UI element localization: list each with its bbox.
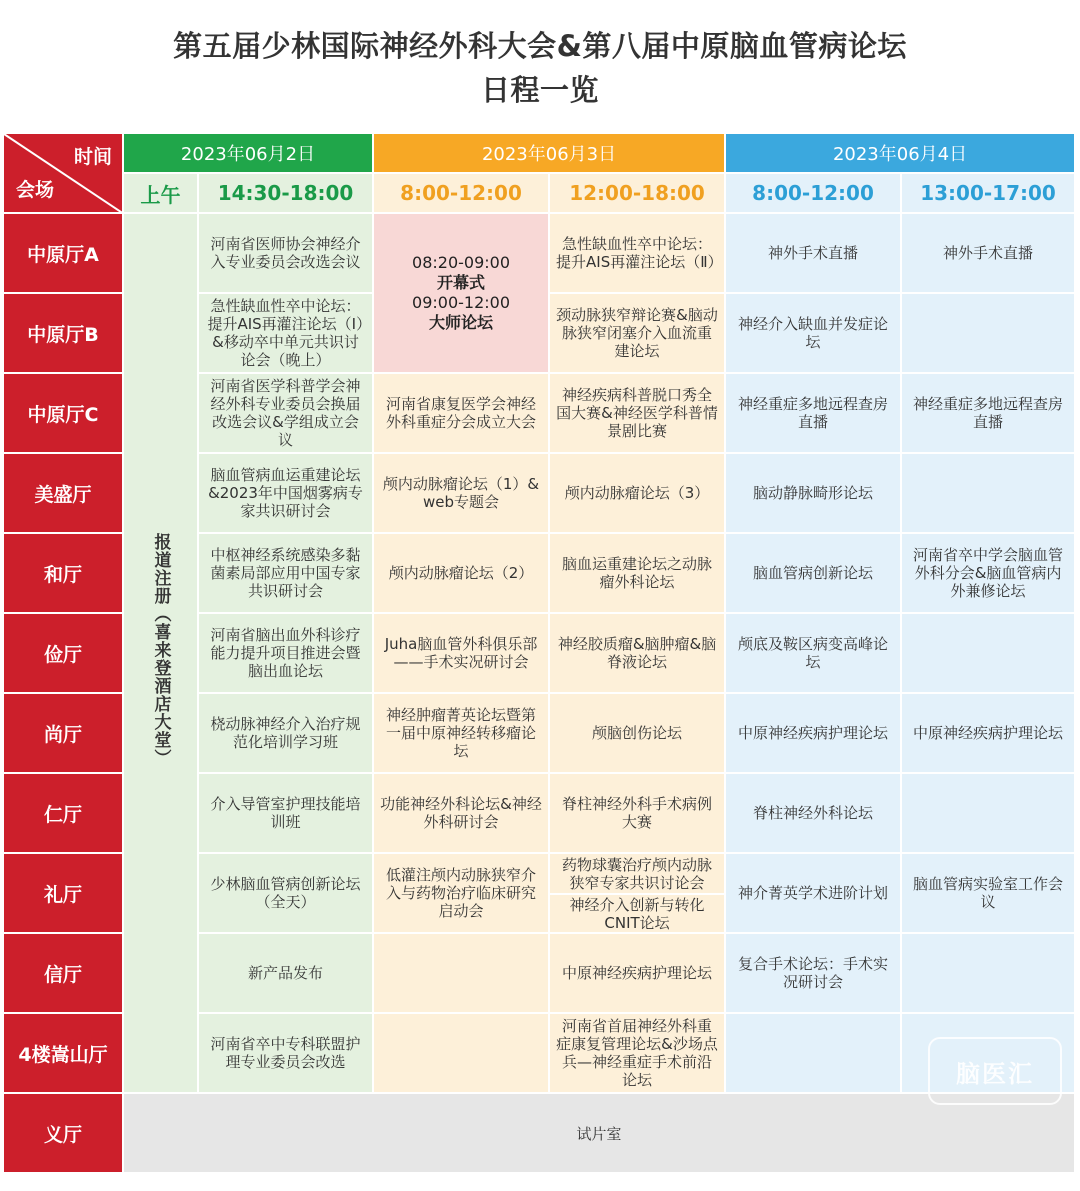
session-cell: 桡动脉神经介入治疗规范化培训学习班 [199,694,374,774]
session-cell [902,614,1076,694]
session-cell-split [550,854,726,934]
hall-name: 信厅 [4,934,124,1014]
table-row [4,1094,1076,1174]
session-cell: 脑动静脉畸形论坛 [726,454,902,534]
session-cell: 中原神经疾病护理论坛 [726,694,902,774]
session-cell: 神经介入缺血并发症论坛 [726,294,902,374]
session-cell: 脑血运重建论坛之动脉瘤外科论坛 [550,534,726,614]
opening-time-1: 08:20-09:00 [412,253,511,272]
session-cell: 河南省卒中学会脑血管外科分会&脑血管病内外兼修论坛 [902,534,1076,614]
session-cell: 脊柱神经外科论坛 [726,774,902,854]
registration-cell [124,214,199,1094]
hall-name: 中原厅C [4,374,124,454]
session-cell: 颅内动脉瘤论坛（1）& web专题会 [374,454,550,534]
hall-name: 俭厅 [4,614,124,694]
session-cell: 神经重症多地远程查房直播 [726,374,902,454]
slot-day2-am: 上午 [124,174,199,214]
slot-day4-am: 8:00-12:00 [726,174,902,214]
registration-text: 报道注册（喜来登酒店大堂） [150,533,171,767]
date-day3: 2023年06月3日 [374,134,726,174]
session-cell: 脊柱神经外科手术病例大赛 [550,774,726,854]
hall-name: 礼厅 [4,854,124,934]
corner-cell [4,134,124,214]
slot-day4-pm: 13:00-17:00 [902,174,1076,214]
session-cell: 急性缺血性卒中论坛：提升AIS再灌注论坛（Ⅰ）&移动卒中单元共识讨论会（晚上） [199,294,374,374]
slot-day2-pm: 14:30-18:00 [199,174,374,214]
hall-name: 中原厅B [4,294,124,374]
hall-name: 美盛厅 [4,454,124,534]
hall-name: 4楼嵩山厅 [4,1014,124,1094]
table-row [4,214,1076,294]
session-cell [902,294,1076,374]
opening-ceremony-cell [374,214,550,374]
session-cell [726,1014,902,1094]
hall-name: 尚厅 [4,694,124,774]
session-cell: 神外手术直播 [902,214,1076,294]
session-cell: 神外手术直播 [726,214,902,294]
session-cell: Juha脑血管外科俱乐部——手术实况研讨会 [374,614,550,694]
session-cell: 神经肿瘤菁英论坛暨第一届中原神经转移瘤论坛 [374,694,550,774]
session-cell: 颅内动脉瘤论坛（2） [374,534,550,614]
session-cell: 脑血管病血运重建论坛&2023年中国烟雾病专家共识研讨会 [199,454,374,534]
session-cell: 河南省首届神经外科重症康复管理论坛&沙场点兵—神经重症手术前沿论坛 [550,1014,726,1094]
session-cell [902,774,1076,854]
session-cell: 中原神经疾病护理论坛 [902,694,1076,774]
session-cell: 河南省康复医学会神经外科重症分会成立大会 [374,374,550,454]
session-cell: 河南省医学科普学会神经外科专业委员会换届改选会议&学组成立会议 [199,374,374,454]
session-cell: 颅底及鞍区病变高峰论坛 [726,614,902,694]
session-subcell: 药物球囊治疗颅内动脉狭窄专家共识讨论会 [550,854,724,895]
page-title: 第五届少林国际神经外科大会&第八届中原脑血管病论坛 [173,29,907,63]
opening-label-1: 开幕式 [437,273,486,292]
session-cell: 神经胶质瘤&脑肿瘤&脑脊液论坛 [550,614,726,694]
opening-label-2: 大师论坛 [429,313,494,332]
session-cell: 颈动脉狭窄辩论赛&脑动脉狭窄闭塞介入血流重建论坛 [550,294,726,374]
session-cell: 河南省卒中专科联盟护理专业委员会改选 [199,1014,374,1094]
session-cell: 急性缺血性卒中论坛：提升AIS再灌注论坛（Ⅱ） [550,214,726,294]
hall-name: 义厅 [4,1094,124,1174]
session-cell: 河南省脑出血外科诊疗能力提升项目推进会暨脑出血论坛 [199,614,374,694]
session-cell [374,1014,550,1094]
session-cell: 中枢神经系统感染多黏菌素局部应用中国专家共识研讨会 [199,534,374,614]
corner-time-label: 时间 [73,146,112,168]
session-cell: 河南省医师协会神经介入专业委员会改选会议 [199,214,374,294]
session-subcell: 神经介入创新与转化CNIT论坛 [569,895,705,932]
schedule-table [4,134,1076,1174]
slot-day3-pm: 12:00-18:00 [550,174,726,214]
date-day4: 2023年06月4日 [726,134,1076,174]
session-cell: 中原神经疾病护理论坛 [550,934,726,1014]
slot-day3-am: 8:00-12:00 [374,174,550,214]
session-cell: 复合手术论坛：手术实况研讨会 [726,934,902,1014]
session-cell [902,454,1076,534]
screening-room-cell: 试片室 [124,1094,1076,1174]
session-cell: 新产品发布 [199,934,374,1014]
session-cell: 介入导管室护理技能培训班 [199,774,374,854]
session-cell: 颅内动脉瘤论坛（3） [550,454,726,534]
header-slot-row [4,174,1076,214]
session-cell: 神经重症多地远程查房直播 [902,374,1076,454]
page-subtitle: 日程一览 [480,73,599,107]
session-cell: 少林脑血管病创新论坛（全天） [199,854,374,934]
session-cell: 神经疾病科普脱口秀全国大赛&神经医学科普情景剧比赛 [550,374,726,454]
session-cell: 脑血管病创新论坛 [726,534,902,614]
session-cell: 神介菁英学术进阶计划 [726,854,902,934]
date-day2: 2023年06月2日 [124,134,374,174]
hall-name: 和厅 [4,534,124,614]
session-cell [902,934,1076,1014]
header-date-row [4,134,1076,174]
session-cell: 功能神经外科论坛&神经外科研讨会 [374,774,550,854]
corner-venue-label: 会场 [16,179,55,201]
session-cell: 低灌注颅内动脉狭窄介入与药物治疗临床研究启动会 [374,854,550,934]
hall-name: 中原厅A [4,214,124,294]
watermark-logo: 脑医汇 [928,1037,1062,1105]
session-cell: 脑血管病实验室工作会议 [902,854,1076,934]
hall-name: 仁厅 [4,774,124,854]
opening-time-2: 09:00-12:00 [412,293,511,312]
session-cell [374,934,550,1014]
session-cell: 颅脑创伤论坛 [550,694,726,774]
